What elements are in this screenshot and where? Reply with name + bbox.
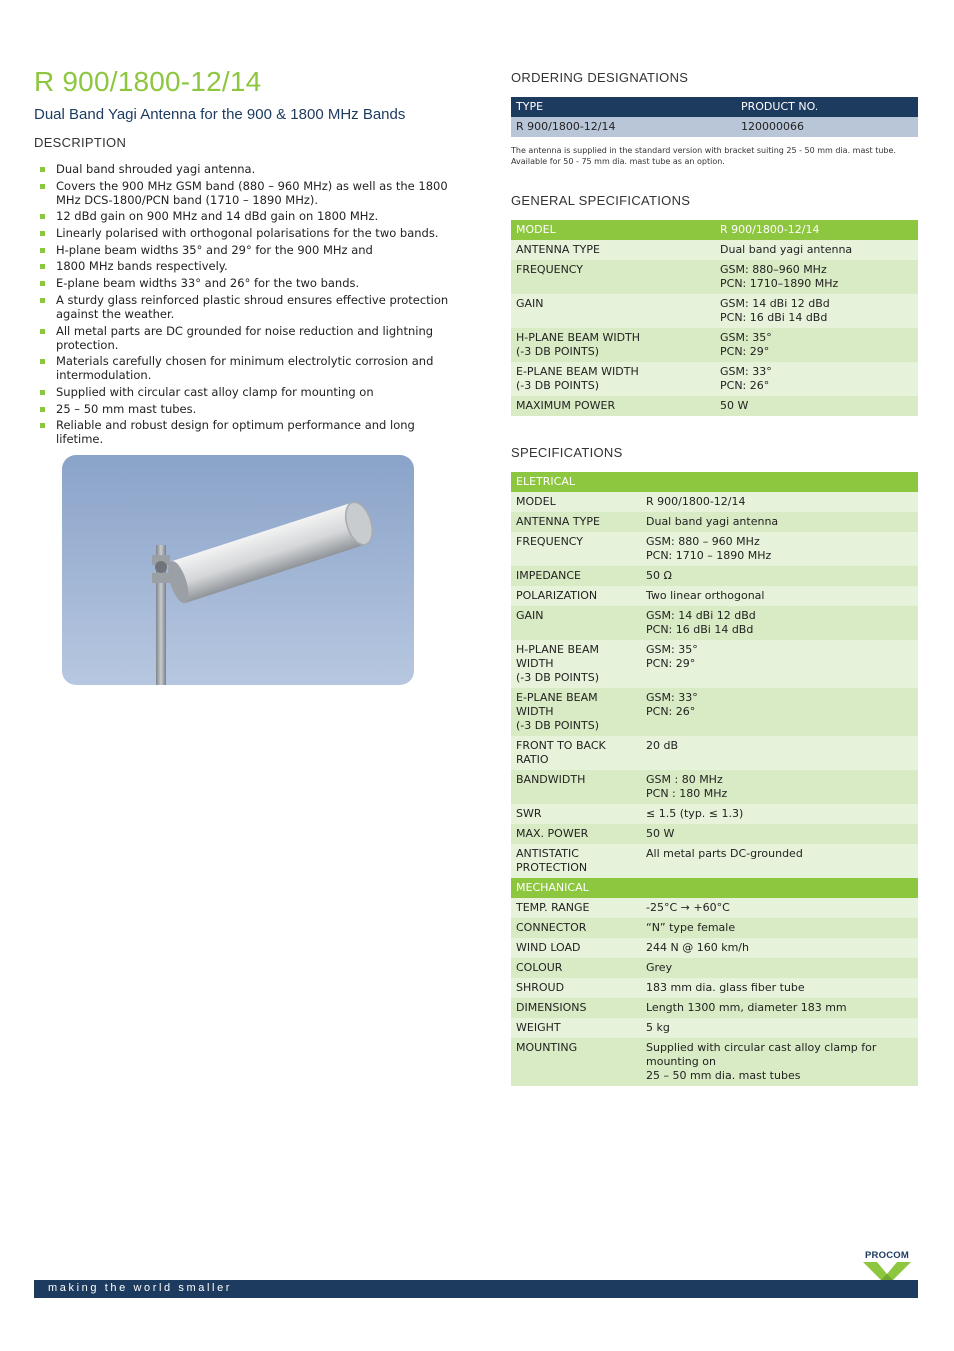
spec-row [511,566,918,586]
spec-label: MODEL [511,492,641,512]
spec-row [511,586,918,606]
logo-text: PROCOM [865,1250,909,1261]
description-item-text: Dual band shrouded yagi antenna. [56,162,256,176]
spec-value: GSM: 35° PCN: 29° [641,640,918,688]
general-specs-head-value: R 900/1800-12/14 [715,220,918,240]
spec-value: 50 W [715,396,918,416]
product-title: R 900/1800-12/14 [34,66,262,97]
spec-label: WEIGHT [511,1018,641,1038]
description-heading: DESCRIPTION [34,135,127,150]
spec-label: DIMENSIONS [511,998,641,1018]
spec-value: R 900/1800-12/14 [641,492,918,512]
spec-value: 183 mm dia. glass fiber tube [641,978,918,998]
spec-value: GSM: 14 dBi 12 dBd PCN: 16 dBi 14 dBd [715,294,918,328]
general-spec-row [511,294,918,328]
bullet-icon [40,184,45,189]
spec-label: E-PLANE BEAM WIDTH (-3 DB POINTS) [511,362,715,396]
spec-row [511,492,918,512]
ordering-col-product: PRODUCT NO. [736,97,918,117]
spec-row [511,1038,918,1086]
spec-label: WIND LOAD [511,938,641,958]
spec-label: MOUNTING [511,1038,641,1086]
description-item [34,276,454,290]
general-spec-row [511,240,918,260]
spec-row [511,844,918,878]
spec-label: MAX. POWER [511,824,641,844]
spec-value: “N” type female [641,918,918,938]
ordering-col-type: TYPE [511,97,736,117]
spec-label: FRONT TO BACK RATIO [511,736,641,770]
spec-row [511,512,918,532]
spec-row [511,958,918,978]
footer-bar [34,1280,918,1298]
spec-row [511,824,918,844]
bullet-icon [40,329,45,334]
spec-row [511,938,918,958]
spec-row [511,532,918,566]
spec-value: GSM: 880 – 960 MHz PCN: 1710 – 1890 MHz [641,532,918,566]
description-item-text: Reliable and robust design for optimum performance and long lifetime. [56,418,415,447]
specifications-section [511,445,918,1086]
description-item [34,259,454,273]
spec-value: Length 1300 mm, diameter 183 mm [641,998,918,1018]
description-item [34,418,454,446]
spec-row [511,898,918,918]
spec-value: 50 Ω [641,566,918,586]
ordering-table [511,97,918,137]
bullet-icon [40,167,45,172]
general-spec-row [511,362,918,396]
description-item-text: 25 – 50 mm mast tubes. [56,401,197,416]
bullet-icon [40,390,45,395]
spec-row [511,770,918,804]
left-column [34,66,454,449]
ordering-header-row [511,97,918,117]
general-specs-heading: GENERAL SPECIFICATIONS [511,193,691,208]
spec-label: ANTISTATIC PROTECTION [511,844,641,878]
spec-row [511,606,918,640]
description-item [34,209,454,223]
ordering-note-line: Available for 50 - 75 mm dia. mast tube as an option. [511,157,725,166]
bullet-icon [40,231,45,236]
electrical-band-label: ELETRICAL [511,472,918,492]
description-item-text: Covers the 900 MHz GSM band (880 – 960 MHz) as well as the 1800 MHz DCS-1800/PCN band (1710 – 1890 MHz). [56,178,448,207]
description-item [34,324,454,352]
description-item [34,179,454,207]
mechanical-band-label: MECHANICAL [511,878,918,898]
description-item [34,226,454,240]
description-item [34,162,454,176]
spec-label: CONNECTOR [511,918,641,938]
spec-row [511,688,918,736]
description-item [34,293,454,321]
bullet-icon [40,248,45,253]
spec-value: GSM: 33° PCN: 26° [641,688,918,736]
spec-row [511,978,918,998]
spec-label: MAXIMUM POWER [511,396,715,416]
general-spec-row [511,328,918,362]
bullet-icon [40,281,45,286]
description-list [34,162,454,446]
spec-value: Two linear orthogonal [641,586,918,606]
spec-row [511,736,918,770]
general-specs-head-label: MODEL [511,220,715,240]
mechanical-band [511,878,918,898]
spec-value: Dual band yagi antenna [715,240,918,260]
spec-value: Grey [641,958,918,978]
spec-row [511,998,918,1018]
description-item-text: E-plane beam widths 33° and 26° for the two bands. [56,276,360,291]
spec-value: GSM: 880–960 MHz PCN: 1710–1890 MHz [715,260,918,294]
spec-label: GAIN [511,606,641,640]
spec-label: FREQUENCY [511,260,715,294]
bullet-icon [40,298,45,303]
spec-row [511,804,918,824]
general-specs-table [511,220,918,416]
spec-label: TEMP. RANGE [511,898,641,918]
product-subtitle: Dual Band Yagi Antenna for the 900 & 1800 MHz Bands [34,106,406,123]
general-spec-row [511,260,918,294]
spec-value: GSM : 80 MHz PCN : 180 MHz [641,770,918,804]
spec-row [511,918,918,938]
spec-value: Dual band yagi antenna [641,512,918,532]
description-item [34,402,454,416]
spec-label: GAIN [511,294,715,328]
footer-tagline: making the world smaller [48,1282,233,1294]
spec-label: BANDWIDTH [511,770,641,804]
bullet-icon [40,214,45,219]
spec-label: COLOUR [511,958,641,978]
description-item-text: All metal parts are DC grounded for noise reduction and lightning protection. [56,323,434,352]
description-item-text: Linearly polarised with orthogonal polarisations for the two bands. [56,226,439,241]
antenna-photo [62,455,414,685]
ordering-note [511,145,918,167]
description-item [34,354,454,382]
ordering-note-line: The antenna is supplied in the standard version with bracket suiting 25 - 50 mm dia. mast tube. [511,146,896,155]
description-item-text: Supplied with circular cast alloy clamp for mounting on [56,384,374,399]
bullet-icon [40,407,45,412]
spec-value: Supplied with circular cast alloy clamp for mounting on 25 – 50 mm dia. mast tubes [641,1038,918,1086]
description-item-text: 12 dBd gain on 900 MHz and 14 dBd gain on 1800 MHz. [56,209,379,224]
bullet-icon [40,264,45,269]
spec-value: -25°C → +60°C [641,898,918,918]
general-specs-header-row [511,220,918,240]
ordering-type-cell: R 900/1800-12/14 [511,117,736,137]
spec-label: H-PLANE BEAM WIDTH (-3 DB POINTS) [511,328,715,362]
spec-value: All metal parts DC-grounded [641,844,918,878]
spec-label: IMPEDANCE [511,566,641,586]
specifications-heading: SPECIFICATIONS [511,445,623,460]
bullet-icon [40,423,45,428]
description-item-text: Materials carefully chosen for minimum electrolytic corrosion and intermodulation. [56,354,434,383]
ordering-product-cell: 120000066 [736,117,918,137]
spec-label: ANTENNA TYPE [511,512,641,532]
spec-label: POLARIZATION [511,586,641,606]
general-specs-section [511,193,918,416]
ordering-heading: ORDERING DESIGNATIONS [511,70,689,85]
spec-value: 244 N @ 160 km/h [641,938,918,958]
spec-value: GSM: 35° PCN: 29° [715,328,918,362]
spec-label: ANTENNA TYPE [511,240,715,260]
spec-value: GSM: 14 dBi 12 dBd PCN: 16 dBi 14 dBd [641,606,918,640]
spec-label: SWR [511,804,641,824]
bullet-icon [40,359,45,364]
spec-row [511,640,918,688]
specifications-table [511,472,918,1086]
ordering-section [511,70,918,167]
description-item-text: A sturdy glass reinforced plastic shroud ensures effective protection against the weather. [56,292,449,321]
description-item-text: 1800 MHz bands respectively. [56,259,228,274]
spec-value: 20 dB [641,736,918,770]
description-item [34,243,454,257]
spec-label: SHROUD [511,978,641,998]
spec-label: H-PLANE BEAM WIDTH (-3 DB POINTS) [511,640,641,688]
electrical-band [511,472,918,492]
description-item [34,385,454,399]
spec-label: FREQUENCY [511,532,641,566]
spec-value: ≤ 1.5 (typ. ≤ 1.3) [641,804,918,824]
spec-value: GSM: 33° PCN: 26° [715,362,918,396]
description-item-text: H-plane beam widths 35° and 29° for the 900 MHz and [56,242,373,257]
spec-label: E-PLANE BEAM WIDTH (-3 DB POINTS) [511,688,641,736]
spec-value: 50 W [641,824,918,844]
spec-value: 5 kg [641,1018,918,1038]
spec-row [511,1018,918,1038]
ordering-row [511,117,918,137]
general-spec-row [511,396,918,416]
